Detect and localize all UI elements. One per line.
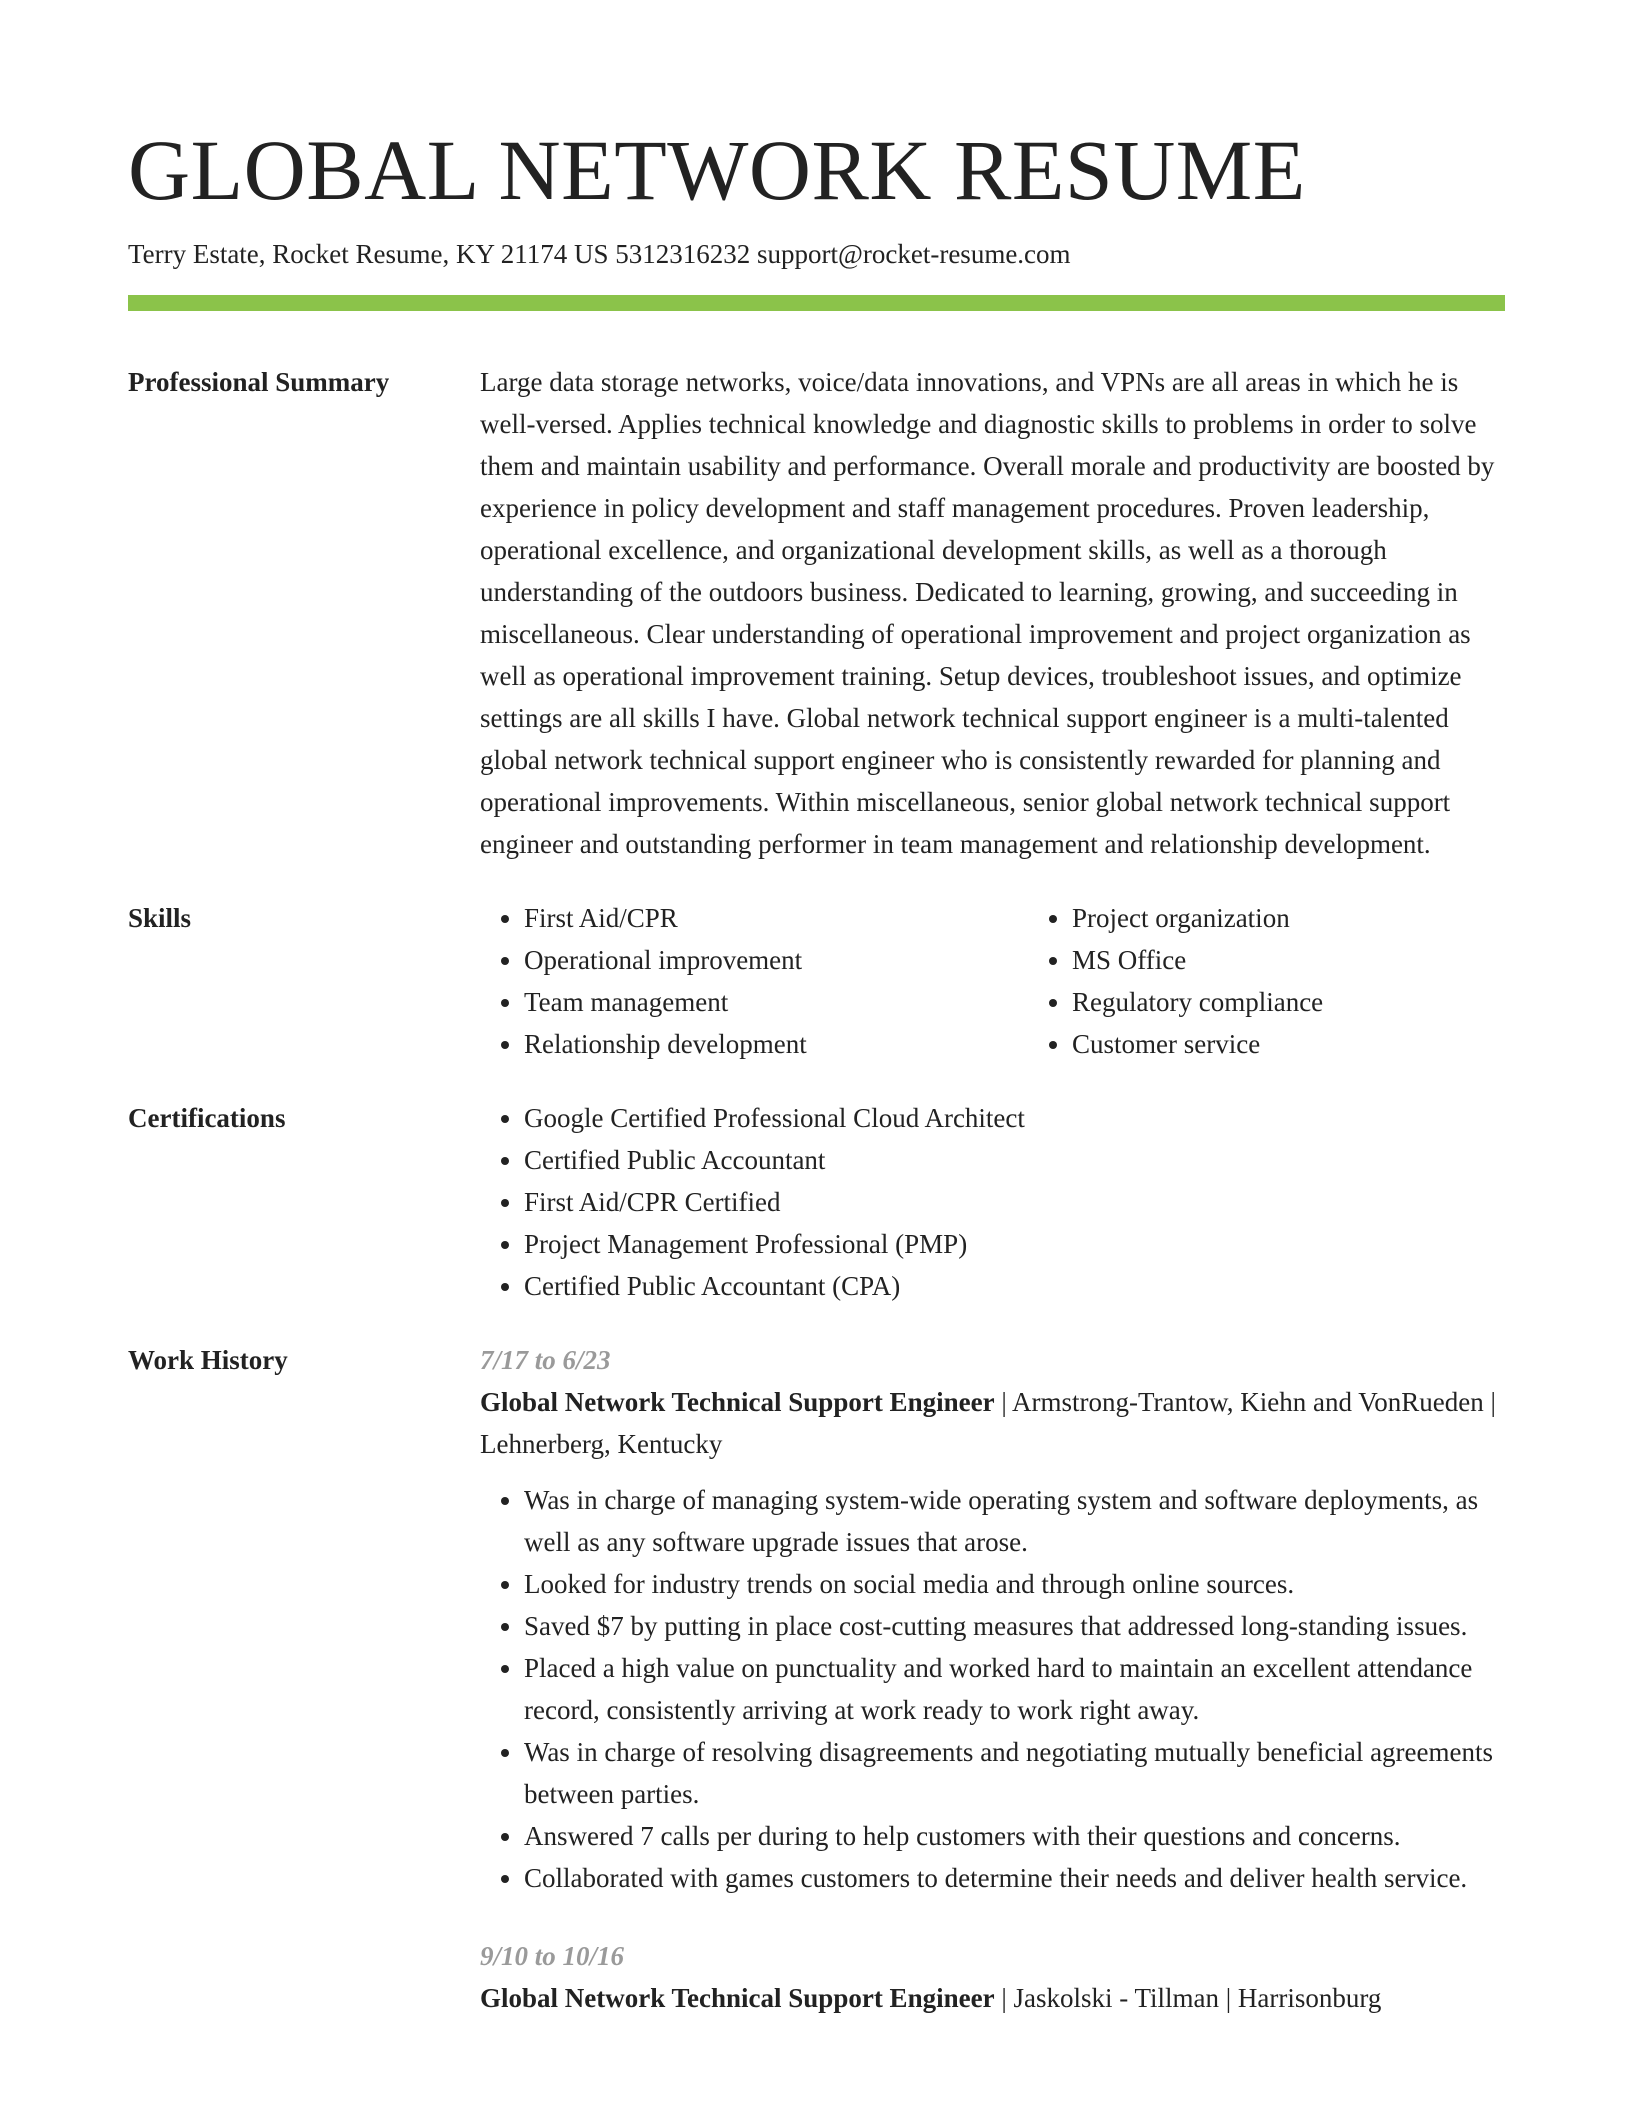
certification-item: • Project Management Professional (PMP) — [524, 1223, 1505, 1265]
job-entry — [480, 1339, 1505, 1899]
job-details: | Armstrong-Trantow, Kiehn and VonRueden | Lehnerberg, Kentucky — [480, 1387, 1496, 1459]
certification-item: • Certified Public Accountant (CPA) — [524, 1265, 1505, 1307]
skills-list-left — [480, 897, 1028, 1065]
summary-body — [480, 361, 1505, 865]
job-bullet: • Was in charge of managing system-wide operating system and software deployments, as well as any software upgrade issues that arose. — [524, 1479, 1505, 1563]
skill-item: • Relationship development — [524, 1023, 1028, 1065]
skill-item: • Regulatory compliance — [1072, 981, 1576, 1023]
work-history-body — [480, 1339, 1505, 2033]
job-header — [480, 1381, 1505, 1465]
job-entry — [480, 1935, 1505, 2019]
skill-item: • MS Office — [1072, 939, 1576, 981]
skills-list-right — [1028, 897, 1576, 1065]
resume-title: GLOBAL NETWORK RESUME — [128, 122, 1306, 218]
skill-item: • Operational improvement — [524, 939, 1028, 981]
job-bullets — [480, 1479, 1505, 1899]
skills-section — [128, 897, 1505, 1065]
job-title: Global Network Technical Support Engineer — [480, 1387, 995, 1417]
professional-summary-section — [128, 361, 1505, 865]
certification-item: • First Aid/CPR Certified — [524, 1181, 1505, 1223]
job-bullet: • Was in charge of resolving disagreements and negotiating mutually beneficial agreements between parties. — [524, 1731, 1505, 1815]
section-label-certifications: Certifications — [128, 1103, 286, 1133]
skill-item: • Project organization — [1072, 897, 1576, 939]
job-bullet: • Placed a high value on punctuality and worked hard to maintain an excellent attendance record, consistently arriving at work ready to work right away. — [524, 1647, 1505, 1731]
job-bullet: • Answered 7 calls per during to help customers with their questions and concerns. — [524, 1815, 1505, 1857]
section-label-professional-summary: Professional Summary — [128, 367, 390, 397]
certifications-section — [128, 1097, 1505, 1307]
certification-item: • Google Certified Professional Cloud Architect — [524, 1097, 1505, 1139]
job-details: | Jaskolski - Tillman | Harrisonburg — [994, 1983, 1382, 2013]
work-history-section — [128, 1339, 1505, 2033]
section-label-work-history: Work History — [128, 1345, 288, 1375]
job-bullet: • Collaborated with games customers to determine their needs and deliver health service. — [524, 1857, 1505, 1899]
certifications-body — [480, 1097, 1505, 1307]
certification-item: • Certified Public Accountant — [524, 1139, 1505, 1181]
summary-text: Large data storage networks, voice/data innovations, and VPNs are all areas in which he is well-versed. Applies technical knowledge and diagnostic skills to problems in order to solve them and maintain usability and performance. Overall morale and productivity are boosted by experience in policy development and staff management procedures. Proven leadership, operational excellence, and organizational development skills, as well as a thorough understanding of the outdoors business. Dedicated to learning, growing, and succeeding in miscellaneous. Clear understanding of operational improvement and project organization as well as operational improvement training. Setup devices, troubleshoot issues, and optimize settings are all skills I have. Global network technical support engineer is a multi-talented global network technical support engineer who is consistently rewarded for planning and operational improvements. Within miscellaneous, senior global network technical support engineer and outstanding performer in team management and relationship development. — [480, 367, 1495, 859]
resume-page — [128, 0, 1505, 2033]
job-title: Global Network Technical Support Engineer — [480, 1983, 995, 2013]
accent-divider — [128, 295, 1505, 311]
contact-line: Terry Estate, Rocket Resume, KY 21174 US 5312316232 support@rocket-resume.com — [128, 239, 1071, 269]
skill-item: • First Aid/CPR — [524, 897, 1028, 939]
certifications-list — [480, 1097, 1505, 1307]
job-dates: 9/10 to 10/16 — [480, 1941, 625, 1971]
job-dates: 7/17 to 6/23 — [480, 1345, 611, 1375]
skill-item: • Team management — [524, 981, 1028, 1023]
job-header — [480, 1977, 1505, 2019]
job-bullet: • Looked for industry trends on social media and through online sources. — [524, 1563, 1505, 1605]
skills-body — [480, 897, 1505, 1065]
skill-item: • Customer service — [1072, 1023, 1576, 1065]
job-bullet: • Saved $7 by putting in place cost-cutting measures that addressed long-standing issues. — [524, 1605, 1505, 1647]
section-label-skills: Skills — [128, 903, 192, 933]
